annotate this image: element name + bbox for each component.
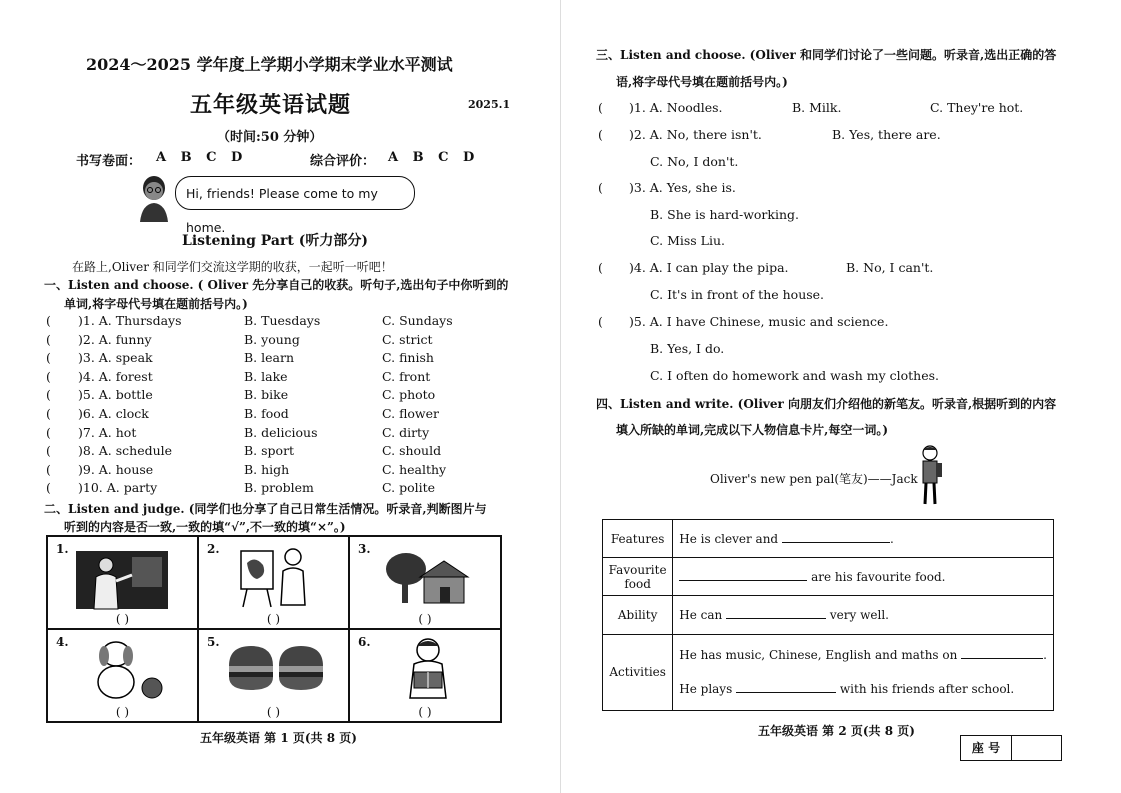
picture-cell-3: 3. ( ) xyxy=(349,536,501,629)
intro-text: 在路上,Oliver 和同学们交流这学期的收获，一起听一听吧！ xyxy=(72,260,393,274)
ability-blank[interactable] xyxy=(726,607,826,619)
boy-painting-icon xyxy=(235,543,315,609)
answer-paren[interactable]: ( xyxy=(46,368,51,384)
s3-question-5-b: B. Yes, I do. xyxy=(650,341,725,356)
exam-date: 2025.1 xyxy=(468,98,511,111)
header-title: 2024～2025 学年度上学期小学期末学业水平测试 xyxy=(86,55,453,74)
section2-instruction-line1: 二、Listen and judge. (同学们也分享了自己日常生活情况。听录音,判断图片与 xyxy=(44,502,487,516)
ability-label: Ability xyxy=(603,596,673,634)
section1-instruction-line1: 一、Listen and choose. ( Oliver 先分享自己的收获。听句子,选出句子中你听到的 xyxy=(44,278,509,292)
favourite-food-cell: are his favourite food. xyxy=(673,558,1054,596)
answer-paren[interactable]: ( xyxy=(46,443,51,459)
time-note: （时间:50 分钟） xyxy=(217,130,323,145)
features-label: Features xyxy=(603,520,673,558)
picture-cell-4: 4. ( ) xyxy=(47,629,198,722)
s3-question-1: ( )1. A. Noodles. B. Milk. C. They're hot. xyxy=(598,100,1024,115)
seat-number-field[interactable] xyxy=(1013,736,1059,760)
hamburgers-icon xyxy=(227,644,325,694)
left-page-footer: 五年级英语 第 1 页(共 8 页) xyxy=(200,731,357,745)
overall-label: 综合评价： xyxy=(310,154,376,169)
s1-question-10: ( )10. A. party B. problem C. polite xyxy=(46,480,436,496)
handwriting-label: 书写卷面： xyxy=(76,154,142,169)
answer-paren[interactable]: ( xyxy=(46,480,51,496)
s3-question-4: ( )4. A. I can play the pipa. B. No, I can't. xyxy=(598,260,934,275)
picture-cell-5: 5. ( ) xyxy=(198,629,349,722)
activities-cell: He has music, Chinese, English and maths on . He plays with his friends after school. xyxy=(673,634,1054,710)
s1-question-7: ( )7. A. hot B. delicious C. dirty xyxy=(46,424,430,440)
s1-question-4: ( )4. A. forest B. lake C. front xyxy=(46,368,431,384)
s3-question-3-b: B. She is hard-working. xyxy=(650,207,800,222)
answer-paren[interactable]: ( xyxy=(46,406,51,421)
s1-question-8: ( )8. A. schedule B. sport C. should xyxy=(46,443,442,459)
section3-instruction-line1: 三、Listen and choose. (Oliver 和同学们讨论了一些问题。听录音,选出正确的答 xyxy=(596,48,1057,62)
activities-label: Activities xyxy=(603,634,673,710)
speech-bubble: Hi, friends! Please come to my home. xyxy=(175,176,415,210)
answer-paren[interactable]: ( xyxy=(46,387,51,403)
pen-pal-card-title: Oliver's new pen pal(笔友)——Jack xyxy=(710,472,918,486)
activities-sport-blank[interactable] xyxy=(736,681,836,693)
s3-question-5: ( )5. A. I have Chinese, music and science. xyxy=(598,314,889,329)
picture-cell-1: 1. ( ) xyxy=(47,536,198,629)
answer-paren[interactable]: ( xyxy=(46,461,51,477)
answer-paren[interactable]: ( xyxy=(46,331,51,347)
answer-paren[interactable]: ( xyxy=(46,350,51,366)
house-tree-icon xyxy=(382,549,474,605)
left-page xyxy=(0,0,560,793)
s1-question-5: ( )5. A. bottle B. bike C. photo xyxy=(46,387,436,403)
activities-day-blank[interactable] xyxy=(961,647,1043,659)
teacher-at-blackboard-icon xyxy=(72,549,172,611)
answer-paren[interactable]: ( xyxy=(46,424,51,440)
judge-picture-grid xyxy=(46,535,502,723)
dog-ball-icon xyxy=(86,638,166,700)
s1-question-3: ( )3. A. speak B. learn C. finish xyxy=(46,350,434,366)
oliver-avatar-icon xyxy=(134,174,174,222)
s3-question-3: ( )3. A. Yes, she is. xyxy=(598,180,736,195)
handwriting-grades: A B C D xyxy=(156,150,243,165)
s1-question-2: ( )2. A. funny B. young C. strict xyxy=(46,331,433,347)
listening-part-title: Listening Part (听力部分) xyxy=(182,233,368,249)
favourite-food-blank[interactable] xyxy=(679,569,807,581)
features-blank[interactable] xyxy=(782,531,890,543)
s3-question-2: ( )2. A. No, there isn't. B. Yes, there are. xyxy=(598,127,941,142)
exam-title: 五年级英语试题 xyxy=(190,92,352,118)
s1-question-6: ( )6. A. clock B. food C. flower xyxy=(46,406,440,421)
answer-paren[interactable]: ( xyxy=(46,313,51,328)
ability-cell: He can very well. xyxy=(673,596,1054,634)
right-page-footer: 五年级英语 第 2 页(共 8 页) xyxy=(758,724,915,738)
section1-instruction-line2: 单词,将字母代号填在题前括号内。) xyxy=(64,297,248,311)
picture-cell-6: 6. ( ) xyxy=(349,629,501,722)
favourite-food-label: Favourite food xyxy=(603,558,673,596)
section2-instruction-line2: 听到的内容是否一致,一致的填“√”,不一致的填“×”。) xyxy=(64,520,346,534)
s3-question-5-c: C. I often do homework and wash my clothes. xyxy=(650,368,939,383)
section4-instruction-line2: 填入所缺的单词,完成以下人物信息卡片,每空一词。) xyxy=(616,423,889,437)
features-cell: He is clever and . xyxy=(673,520,1054,558)
jack-figure-icon xyxy=(918,444,944,508)
s3-question-3-c: C. Miss Liu. xyxy=(650,233,725,248)
section4-instruction-line1: 四、Listen and write. (Oliver 向朋友们介绍他的新笔友。听录音,根据听到的内容 xyxy=(596,397,1057,411)
seat-number-box xyxy=(960,735,1062,761)
s1-question-9: ( )9. A. house B. high C. healthy xyxy=(46,461,447,477)
seat-number-label: 座 号 xyxy=(961,736,1012,760)
s3-question-2-c: C. No, I don't. xyxy=(650,154,739,169)
picture-cell-2: 2. ( ) xyxy=(198,536,349,629)
s3-question-4-c: C. It's in front of the house. xyxy=(650,287,825,302)
boy-reading-icon xyxy=(406,636,450,700)
s1-question-1: ( )1. A. Thursdays B. Tuesdays C. Sundays xyxy=(46,313,453,328)
overall-grades: A B C D xyxy=(388,150,475,165)
pen-pal-info-card xyxy=(602,519,1054,711)
section3-instruction-line2: 语,将字母代号填在题前括号内。) xyxy=(616,75,788,89)
